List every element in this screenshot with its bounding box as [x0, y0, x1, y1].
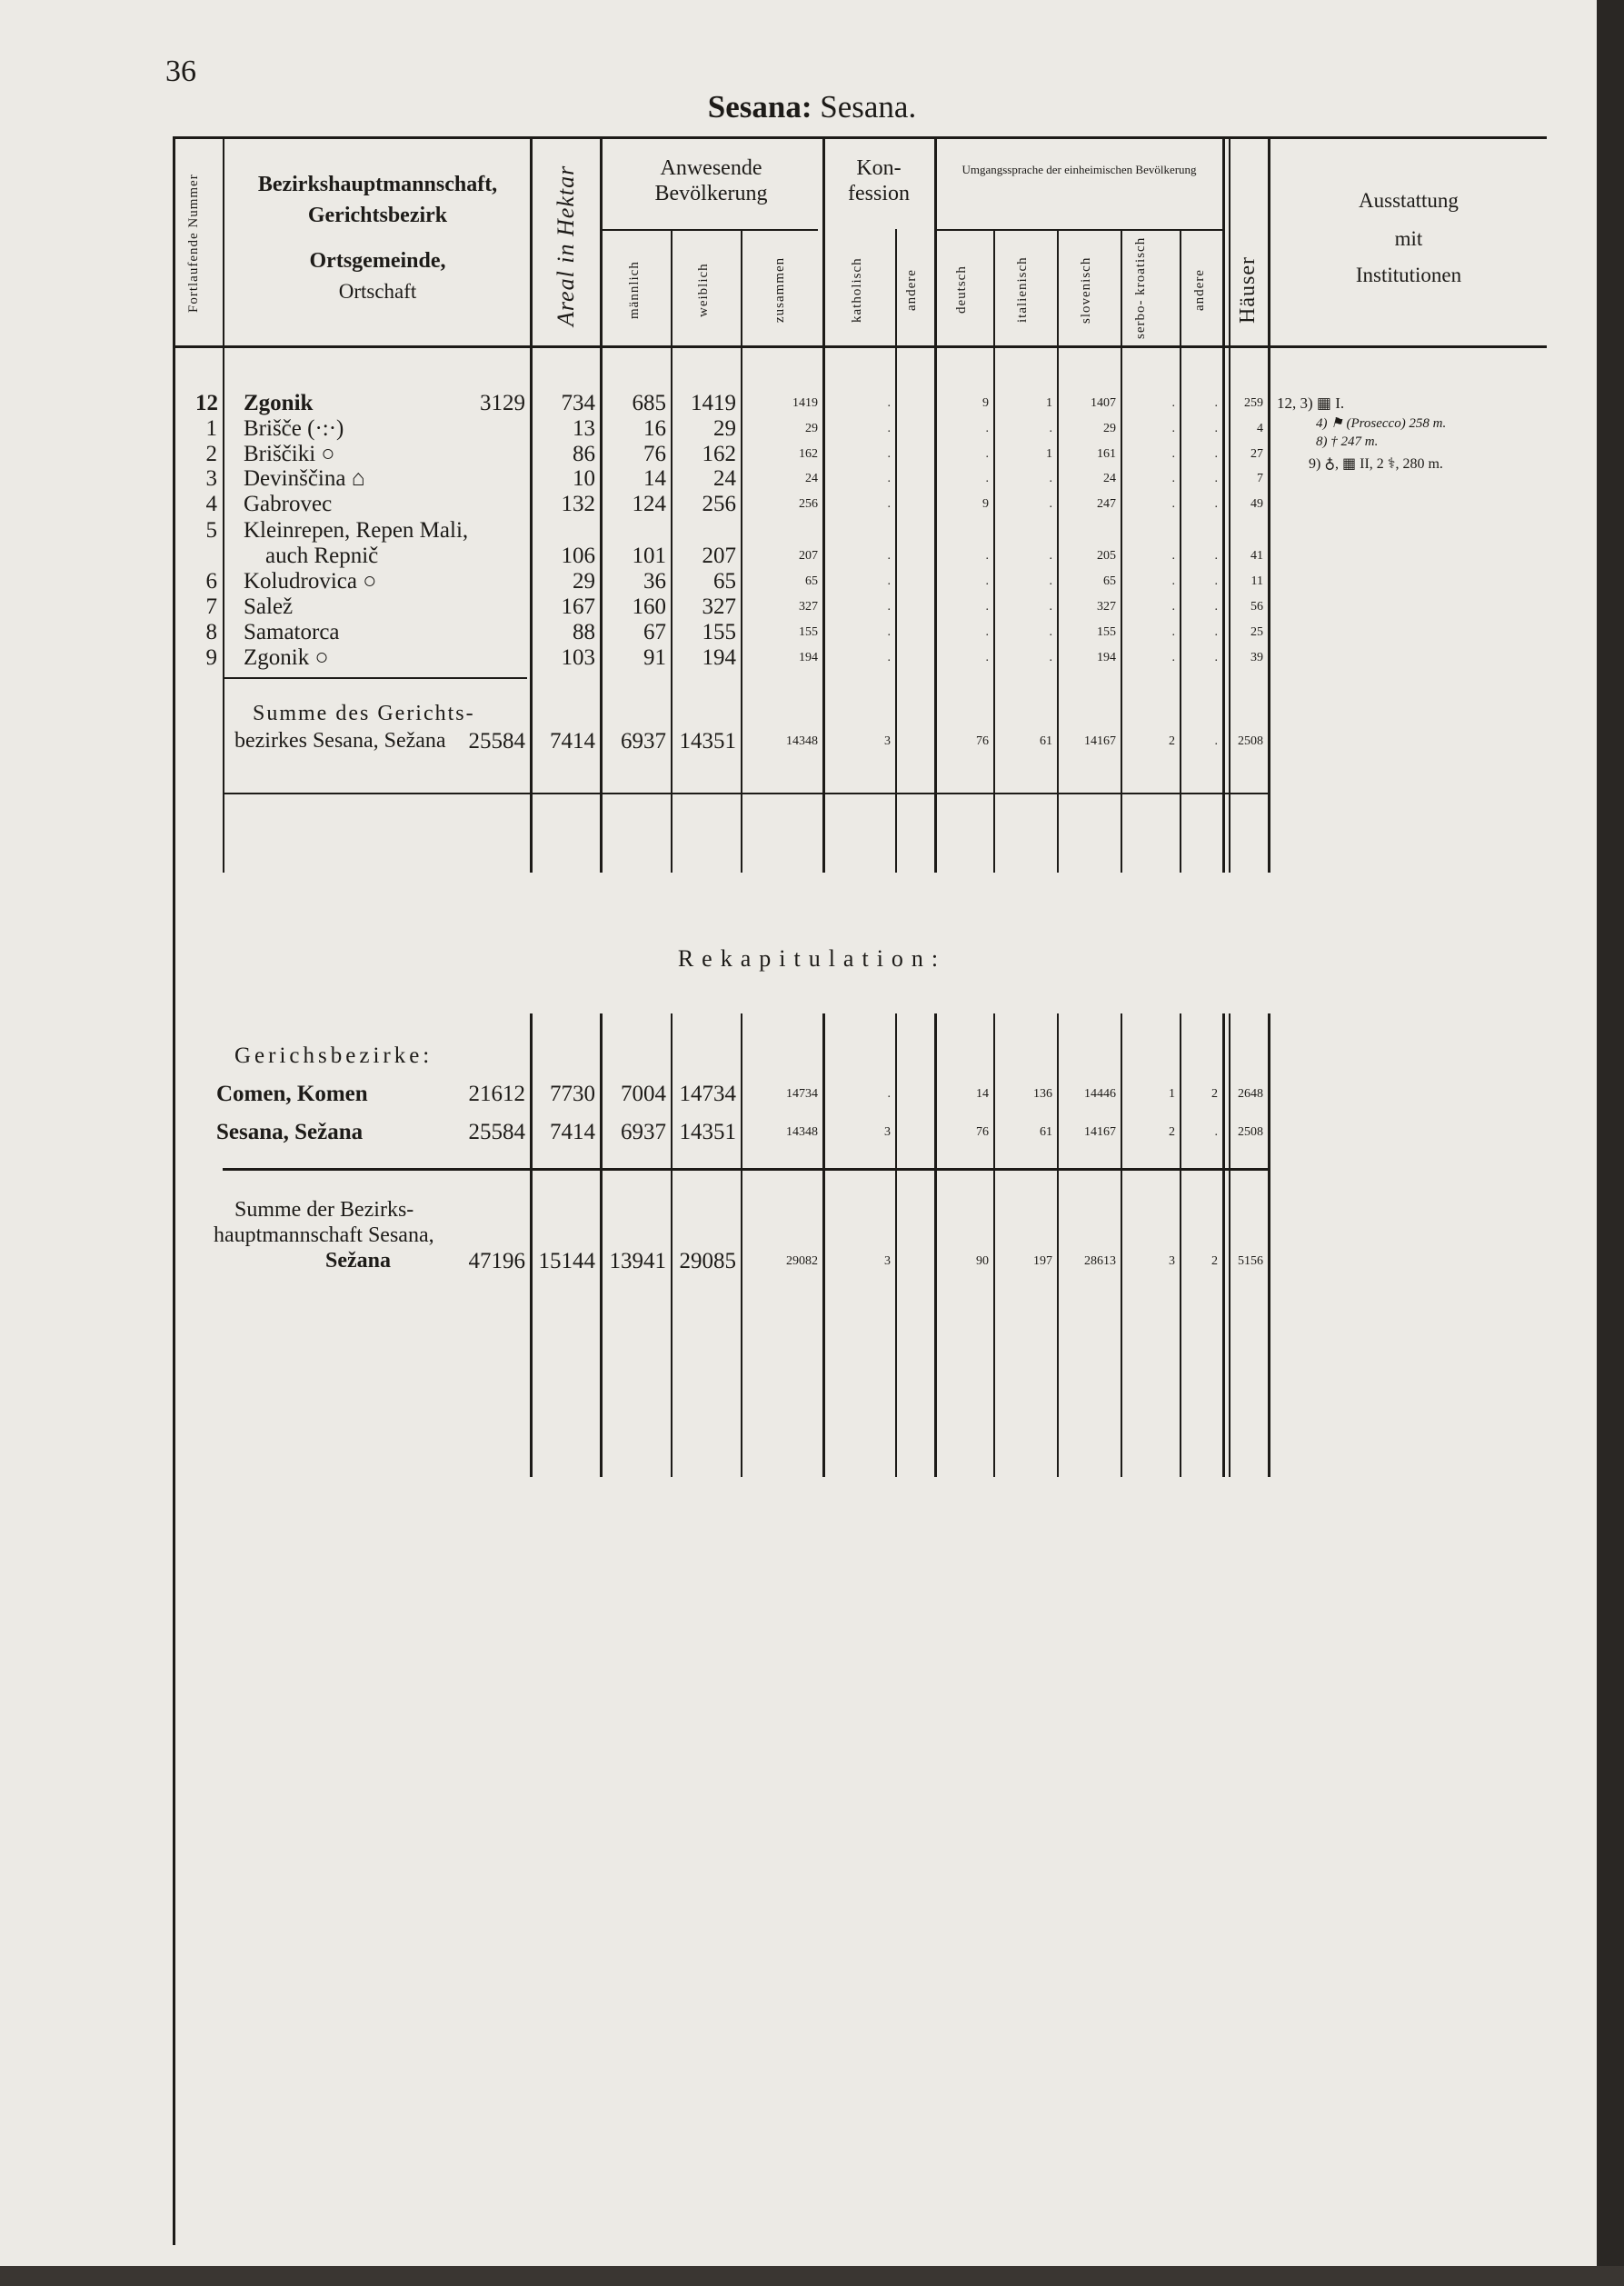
institution-line: 4) ⚑ (Prosecco) 258 m.: [1316, 416, 1447, 431]
cell-z: 29085: [679, 1249, 736, 1273]
cell-ita: .: [1049, 472, 1052, 485]
header-sprache: Umgangssprache der einheimischen Bevölkerung: [961, 163, 1197, 176]
cell-deu: 14: [976, 1087, 989, 1101]
cell-kath: 256: [799, 497, 818, 511]
header-deutsch: deutsch: [954, 265, 969, 314]
page-number: 36: [165, 55, 196, 88]
rekap-bezirk-name: Sesana, Sežana: [216, 1120, 364, 1144]
cell-ita: .: [1049, 651, 1052, 664]
cell-m: 88: [573, 620, 595, 644]
cell-ita: .: [1049, 625, 1052, 639]
cell-deu: 9: [982, 396, 989, 410]
header-andere2: andere: [1192, 269, 1207, 311]
cell-serb: .: [1171, 625, 1175, 639]
rk-line-and2: [1180, 1013, 1181, 1477]
header-italienisch: italienisch: [1015, 256, 1030, 324]
cell-w: 16: [643, 416, 666, 441]
header-weiblich: weiblich: [696, 263, 711, 317]
cell-slo: 14167: [1084, 734, 1116, 748]
cell-z: 327: [702, 594, 736, 619]
cell-serb: .: [1171, 472, 1175, 485]
cell-serb: 2: [1169, 1125, 1175, 1139]
row-number: 8: [205, 620, 217, 644]
cell-slo: 65: [1103, 574, 1116, 588]
header-name-2: Gerichtsbezirk: [307, 204, 448, 227]
cell-h: 2508: [1238, 734, 1263, 748]
cell-slo: 14167: [1084, 1125, 1116, 1139]
cell-kath: 65: [805, 574, 818, 588]
cell-slo: 14446: [1084, 1087, 1116, 1101]
place-name: auch Repnič: [265, 544, 379, 568]
cell-ita: 136: [1033, 1087, 1052, 1101]
cell-m: 7414: [550, 1120, 595, 1144]
cell-deu: .: [985, 625, 989, 639]
cell-and: .: [887, 651, 891, 664]
header-ausstattung-1: Ausstattung: [1359, 189, 1459, 212]
cell-serb: .: [1171, 447, 1175, 461]
cell-slo: 1407: [1091, 396, 1116, 410]
rekap-bezirk-name: Comen, Komen: [216, 1082, 368, 1106]
cell-ita: 61: [1040, 1125, 1052, 1139]
page-edge-bottom: [0, 2266, 1624, 2286]
cell-serb: .: [1171, 497, 1175, 511]
cell-z: 1419: [691, 391, 736, 415]
cell-and2: .: [1214, 472, 1218, 485]
cell-and: .: [887, 396, 891, 410]
cell-serb: .: [1171, 574, 1175, 588]
cell-and2: .: [1214, 447, 1218, 461]
place-name: Gabrovec: [244, 492, 333, 516]
cell-deu: .: [985, 651, 989, 664]
col-line-ausst: [1268, 136, 1270, 873]
cell-z: 14351: [679, 729, 736, 754]
header-konfession: Kon- fession: [848, 156, 910, 205]
place-name: Zgonik ○: [244, 645, 329, 670]
header-ausstattung-3: Institutionen: [1355, 264, 1462, 286]
cell-z: 207: [702, 544, 736, 568]
bevoelkerung-rule: [600, 229, 818, 231]
institution-line: 8) † 247 m.: [1316, 434, 1379, 449]
cell-w: 6937: [621, 729, 666, 754]
cell-and: .: [887, 600, 891, 614]
cell-and2: .: [1214, 422, 1218, 435]
cell-w: 6937: [621, 1120, 666, 1144]
cell-deu: .: [985, 447, 989, 461]
cell-serb: .: [1171, 396, 1175, 410]
rekap-summe-label-3: Sežana: [325, 1249, 391, 1273]
cell-serb: .: [1171, 600, 1175, 614]
cell-and: .: [887, 549, 891, 563]
cell-z: 155: [702, 620, 736, 644]
cell-deu: .: [985, 549, 989, 563]
cell-m: 86: [573, 442, 595, 466]
cell-slo: 155: [1097, 625, 1116, 639]
header-zusammen: zusammen: [772, 256, 787, 324]
cell-and2: .: [1214, 600, 1218, 614]
cell-slo: 28613: [1084, 1254, 1116, 1268]
institution-line: 12, 3) ▦ I.: [1277, 394, 1345, 412]
rk-line-h-b: [1229, 1013, 1230, 1477]
cell-ita: .: [1049, 600, 1052, 614]
cell-and: 3: [884, 1125, 891, 1139]
place-name: Kleinrepen, Repen Mali,: [244, 518, 469, 543]
cell-w: 36: [643, 569, 666, 594]
summe-rule: [223, 677, 527, 679]
cell-and2: .: [1214, 497, 1218, 511]
cell-m: 13: [573, 416, 595, 441]
cell-w: 685: [632, 391, 666, 415]
rekap-title: Rekapitulation:: [677, 945, 947, 972]
cell-and: .: [887, 497, 891, 511]
cell-m: 29: [573, 569, 595, 594]
cell-deu: .: [985, 574, 989, 588]
row-number: 6: [205, 569, 217, 594]
cell-z: 24: [713, 466, 736, 491]
place-name: Zgonik: [244, 391, 314, 415]
row-number: 3: [205, 466, 217, 491]
cell-m: 10: [573, 466, 595, 491]
cell-serb: 2: [1169, 734, 1175, 748]
header-haeuser: Häuser: [1236, 256, 1260, 324]
cell-z: 256: [702, 492, 736, 516]
place-name: Briščiki ○: [244, 442, 335, 466]
cell-h: 7: [1257, 472, 1263, 485]
cell-ita: 1: [1046, 447, 1052, 461]
header-nummer: Fortlaufende Nummer: [186, 174, 201, 313]
block-end-rule: [223, 793, 1268, 794]
place-name: Salež: [244, 594, 294, 619]
place-name: Koludrovica ○: [244, 569, 377, 594]
header-bevoelkerung: Anwesende Bevölkerung: [654, 156, 768, 205]
rekap-summe-label-1: Summe der Bezirks-: [234, 1198, 414, 1222]
cell-deu: 90: [976, 1254, 989, 1268]
left-border: [173, 136, 175, 2245]
place-name: Brišče (·:·): [244, 416, 344, 441]
rk-line-and: [895, 1013, 897, 1477]
summe-label-2: bezirkes Sesana, Sežana: [234, 729, 446, 753]
cell-z: 194: [702, 645, 736, 670]
cell-h: 259: [1244, 396, 1263, 410]
header-name-3: Ortsgemeinde,: [309, 249, 446, 273]
cell-m: 7730: [550, 1082, 595, 1106]
cell-ita: 1: [1046, 396, 1052, 410]
cell-ita: .: [1049, 574, 1052, 588]
cell-slo: 205: [1097, 549, 1116, 563]
page-edge-right: [1597, 0, 1624, 2286]
cell-slo: 247: [1097, 497, 1116, 511]
cell-slo: 29: [1103, 422, 1116, 435]
cell-kath: 155: [799, 625, 818, 639]
row-number: 5: [205, 518, 217, 543]
cell-and: .: [887, 447, 891, 461]
cell-and2: .: [1214, 396, 1218, 410]
rekap-heading: Gerichsbezirke:: [234, 1043, 433, 1068]
cell-ita: .: [1049, 497, 1052, 511]
cell-h: 49: [1250, 497, 1263, 511]
cell-w: 160: [632, 594, 666, 619]
cell-and2: .: [1214, 549, 1218, 563]
cell-and: 3: [884, 734, 891, 748]
cell-kath: 29082: [786, 1254, 818, 1268]
header-name-1: Bezirkshauptmannschaft,: [257, 173, 498, 196]
rekap-summe-label-2: hauptmannschaft Sesana,: [214, 1223, 434, 1247]
cell-w: 124: [632, 492, 666, 516]
page-title: Sesana: Sesana.: [707, 89, 917, 125]
cell-and2: .: [1214, 734, 1218, 748]
cell-h: 39: [1250, 651, 1263, 664]
cell-deu: 9: [982, 497, 989, 511]
cell-w: 101: [632, 544, 666, 568]
cell-m: 132: [561, 492, 595, 516]
cell-and: .: [887, 1087, 891, 1101]
cell-z: 14734: [679, 1082, 736, 1106]
header-slovenisch: slovenisch: [1079, 256, 1093, 324]
cell-slo: 327: [1097, 600, 1116, 614]
header-serbo: serbo- kroatisch: [1133, 236, 1148, 339]
cell-z: 162: [702, 442, 736, 466]
cell-h: 27: [1250, 447, 1263, 461]
cell-kath: 24: [805, 472, 818, 485]
cell-w: 91: [643, 645, 666, 670]
cell-kath: 327: [799, 600, 818, 614]
cell-areal: 21612: [468, 1082, 525, 1106]
cell-h: 11: [1250, 574, 1263, 588]
cell-m: 103: [561, 645, 595, 670]
cell-slo: 161: [1097, 447, 1116, 461]
cell-ita: .: [1049, 422, 1052, 435]
cell-z: 14351: [679, 1120, 736, 1144]
table-top-rule: [173, 136, 1547, 139]
cell-serb: 1: [1169, 1087, 1175, 1101]
cell-w: 67: [643, 620, 666, 644]
cell-ita: 197: [1033, 1254, 1052, 1268]
place-name: Devinščina ⌂: [244, 466, 365, 491]
cell-and: 3: [884, 1254, 891, 1268]
cell-areal: 3129: [480, 391, 525, 415]
cell-deu: 76: [976, 1125, 989, 1139]
col-line-name: [223, 136, 224, 873]
cell-kath: 14348: [786, 1125, 818, 1139]
cell-h: 25: [1250, 625, 1263, 639]
cell-w: 7004: [621, 1082, 666, 1106]
row-number: 4: [205, 492, 217, 516]
cell-kath: 194: [799, 651, 818, 664]
header-maennlich: männlich: [627, 261, 642, 319]
header-andere: andere: [904, 269, 919, 311]
cell-serb: .: [1171, 422, 1175, 435]
cell-ita: .: [1049, 549, 1052, 563]
cell-m: 167: [561, 594, 595, 619]
cell-and: .: [887, 422, 891, 435]
cell-w: 13941: [609, 1249, 666, 1273]
rk-line-ausst: [1268, 1013, 1270, 1477]
rekap-rule: [223, 1168, 1268, 1171]
rk-line-serb: [1121, 1013, 1122, 1477]
rk-line-ita: [993, 1013, 995, 1477]
cell-w: 76: [643, 442, 666, 466]
rk-line-deu: [934, 1013, 937, 1477]
cell-h: 41: [1250, 549, 1263, 563]
cell-and2: .: [1214, 625, 1218, 639]
cell-h: 56: [1250, 600, 1263, 614]
cell-and: .: [887, 625, 891, 639]
cell-z: 29: [713, 416, 736, 441]
cell-and: .: [887, 472, 891, 485]
cell-deu: .: [985, 472, 989, 485]
cell-and2: .: [1214, 574, 1218, 588]
cell-areal: 47196: [468, 1249, 525, 1273]
row-number: 9: [205, 645, 217, 670]
cell-areal: 25584: [468, 729, 525, 754]
rk-line-slo: [1057, 1013, 1059, 1477]
header-ausstattung-2: mit: [1394, 227, 1423, 250]
row-number: 12: [195, 391, 218, 415]
cell-and2: 2: [1211, 1254, 1218, 1268]
row-number: 2: [205, 442, 217, 466]
cell-m: 734: [561, 391, 595, 415]
cell-serb: .: [1171, 651, 1175, 664]
cell-serb: 3: [1169, 1254, 1175, 1268]
rk-line-z: [741, 1013, 742, 1477]
cell-kath: 29: [805, 422, 818, 435]
cell-areal: 25584: [468, 1120, 525, 1144]
cell-serb: .: [1171, 549, 1175, 563]
cell-kath: 207: [799, 549, 818, 563]
rk-line-kath: [822, 1013, 825, 1477]
cell-deu: .: [985, 600, 989, 614]
cell-w: 14: [643, 466, 666, 491]
cell-slo: 24: [1103, 472, 1116, 485]
row-number: 7: [205, 594, 217, 619]
institution-line: 9) ♁, ▦ II, 2 ⚕, 280 m.: [1309, 456, 1443, 472]
cell-m: 106: [561, 544, 595, 568]
cell-h: 5156: [1238, 1254, 1263, 1268]
cell-m: 15144: [538, 1249, 595, 1273]
header-areal: Areal in Hektar: [553, 165, 579, 326]
cell-deu: 76: [976, 734, 989, 748]
cell-kath: 162: [799, 447, 818, 461]
rk-line-h-a: [1222, 1013, 1225, 1477]
cell-h: 2508: [1238, 1125, 1263, 1139]
cell-h: 2648: [1238, 1087, 1263, 1101]
cell-h: 4: [1257, 422, 1263, 435]
cell-slo: 194: [1097, 651, 1116, 664]
cell-deu: .: [985, 422, 989, 435]
place-name: Samatorca: [244, 620, 340, 644]
cell-and2: .: [1214, 1125, 1218, 1139]
cell-and: .: [887, 574, 891, 588]
summe-label-1: Summe des Gerichts-: [253, 702, 475, 725]
cell-m: 7414: [550, 729, 595, 754]
cell-ita: 61: [1040, 734, 1052, 748]
header-name-4: Ortschaft: [338, 280, 417, 303]
row-number: 1: [205, 416, 217, 441]
cell-kath: 14348: [786, 734, 818, 748]
cell-kath: 14734: [786, 1087, 818, 1101]
cell-and2: 2: [1211, 1087, 1218, 1101]
cell-z: 65: [713, 569, 736, 594]
header-bottom-rule: [173, 345, 1547, 348]
cell-kath: 1419: [792, 396, 818, 410]
cell-and2: .: [1214, 651, 1218, 664]
header-katholisch: katholisch: [850, 257, 864, 323]
